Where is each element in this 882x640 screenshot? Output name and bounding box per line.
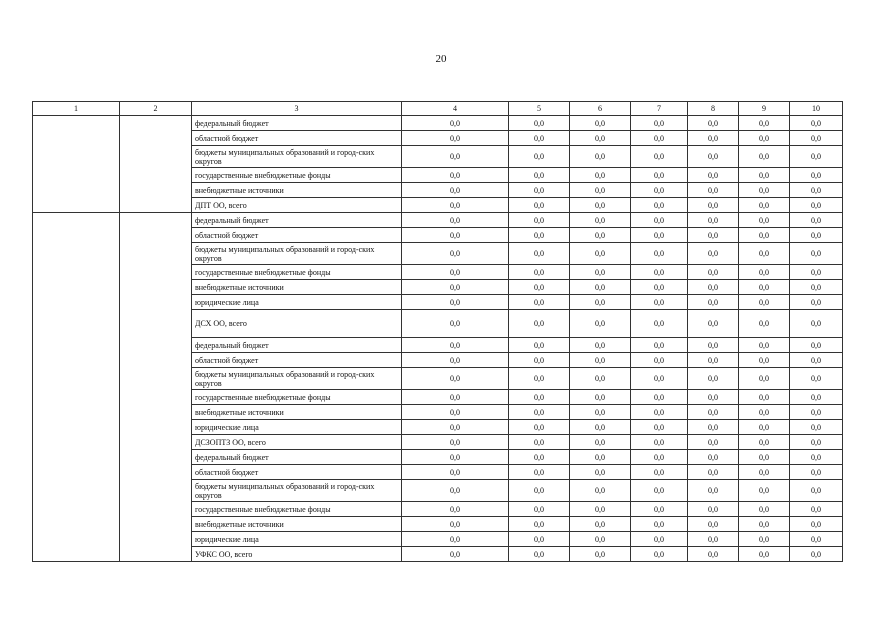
value-cell: 0,0 — [739, 368, 790, 390]
page-number: 20 — [435, 53, 447, 65]
value-cell: 0,0 — [570, 502, 631, 517]
value-cell: 0,0 — [570, 368, 631, 390]
table-row — [33, 213, 843, 228]
value-cell: 0,0 — [402, 146, 509, 168]
row-label: федеральный бюджет — [192, 116, 402, 131]
value-cell: 0,0 — [790, 168, 843, 183]
column-header-10: 10 — [790, 102, 843, 116]
value-cell: 0,0 — [631, 390, 688, 405]
value-cell: 0,0 — [402, 480, 509, 502]
value-cell: 0,0 — [570, 532, 631, 547]
value-cell: 0,0 — [509, 295, 570, 310]
row-label: ДСХ ОО, всего — [192, 310, 402, 338]
value-cell: 0,0 — [570, 310, 631, 338]
column-header-5: 5 — [509, 102, 570, 116]
value-cell: 0,0 — [509, 183, 570, 198]
row-label: бюджеты муниципальных образований и город-ских округов — [192, 146, 402, 168]
value-cell: 0,0 — [790, 131, 843, 146]
column-header-9: 9 — [739, 102, 790, 116]
value-cell: 0,0 — [790, 295, 843, 310]
value-cell: 0,0 — [631, 168, 688, 183]
value-cell: 0,0 — [790, 502, 843, 517]
value-cell: 0,0 — [570, 517, 631, 532]
value-cell: 0,0 — [402, 450, 509, 465]
value-cell: 0,0 — [570, 295, 631, 310]
row-label: бюджеты муниципальных образований и город-ских округов — [192, 480, 402, 502]
value-cell: 0,0 — [631, 265, 688, 280]
row-label: УФКС ОО, всего — [192, 547, 402, 562]
value-cell: 0,0 — [688, 368, 739, 390]
value-cell: 0,0 — [790, 547, 843, 562]
row-label: государственные внебюджетные фонды — [192, 390, 402, 405]
value-cell: 0,0 — [739, 265, 790, 280]
value-cell: 0,0 — [739, 310, 790, 338]
value-cell: 0,0 — [631, 146, 688, 168]
value-cell: 0,0 — [631, 183, 688, 198]
value-cell: 0,0 — [688, 480, 739, 502]
value-cell: 0,0 — [402, 295, 509, 310]
value-cell: 0,0 — [790, 532, 843, 547]
value-cell: 0,0 — [739, 390, 790, 405]
value-cell: 0,0 — [570, 146, 631, 168]
value-cell: 0,0 — [402, 280, 509, 295]
value-cell: 0,0 — [790, 116, 843, 131]
value-cell: 0,0 — [739, 502, 790, 517]
value-cell: 0,0 — [570, 198, 631, 213]
value-cell: 0,0 — [631, 465, 688, 480]
value-cell: 0,0 — [739, 243, 790, 265]
row-label: федеральный бюджет — [192, 450, 402, 465]
value-cell: 0,0 — [631, 116, 688, 131]
value-cell: 0,0 — [739, 295, 790, 310]
value-cell: 0,0 — [631, 310, 688, 338]
value-cell: 0,0 — [739, 465, 790, 480]
value-cell: 0,0 — [570, 480, 631, 502]
row-label: государственные внебюджетные фонды — [192, 502, 402, 517]
value-cell: 0,0 — [790, 198, 843, 213]
value-cell: 0,0 — [402, 405, 509, 420]
value-cell: 0,0 — [790, 228, 843, 243]
value-cell: 0,0 — [631, 338, 688, 353]
value-cell: 0,0 — [509, 213, 570, 228]
value-cell: 0,0 — [402, 228, 509, 243]
value-cell: 0,0 — [688, 435, 739, 450]
value-cell: 0,0 — [570, 465, 631, 480]
value-cell: 0,0 — [402, 131, 509, 146]
value-cell: 0,0 — [739, 547, 790, 562]
value-cell: 0,0 — [739, 280, 790, 295]
value-cell: 0,0 — [402, 368, 509, 390]
value-cell: 0,0 — [790, 517, 843, 532]
value-cell: 0,0 — [790, 338, 843, 353]
row-label: областной бюджет — [192, 228, 402, 243]
value-cell: 0,0 — [631, 517, 688, 532]
value-cell: 0,0 — [790, 480, 843, 502]
value-cell: 0,0 — [402, 198, 509, 213]
row-label: федеральный бюджет — [192, 338, 402, 353]
value-cell: 0,0 — [631, 547, 688, 562]
value-cell: 0,0 — [688, 168, 739, 183]
value-cell: 0,0 — [631, 420, 688, 435]
value-cell: 0,0 — [631, 198, 688, 213]
column-header-7: 7 — [631, 102, 688, 116]
value-cell: 0,0 — [631, 228, 688, 243]
value-cell: 0,0 — [570, 116, 631, 131]
value-cell: 0,0 — [739, 213, 790, 228]
value-cell: 0,0 — [631, 532, 688, 547]
value-cell: 0,0 — [509, 265, 570, 280]
row-label: государственные внебюджетные фонды — [192, 168, 402, 183]
column-header-6: 6 — [570, 102, 631, 116]
value-cell: 0,0 — [790, 465, 843, 480]
value-cell: 0,0 — [631, 353, 688, 368]
value-cell: 0,0 — [790, 183, 843, 198]
row-label: бюджеты муниципальных образований и город-ских округов — [192, 368, 402, 390]
value-cell: 0,0 — [688, 532, 739, 547]
value-cell: 0,0 — [509, 450, 570, 465]
value-cell: 0,0 — [631, 243, 688, 265]
value-cell: 0,0 — [402, 168, 509, 183]
value-cell: 0,0 — [570, 243, 631, 265]
value-cell: 0,0 — [402, 502, 509, 517]
value-cell: 0,0 — [688, 131, 739, 146]
value-cell: 0,0 — [790, 368, 843, 390]
value-cell: 0,0 — [402, 116, 509, 131]
value-cell: 0,0 — [402, 435, 509, 450]
value-cell: 0,0 — [509, 465, 570, 480]
value-cell: 0,0 — [688, 450, 739, 465]
value-cell: 0,0 — [402, 532, 509, 547]
value-cell: 0,0 — [402, 338, 509, 353]
value-cell: 0,0 — [631, 213, 688, 228]
value-cell: 0,0 — [688, 405, 739, 420]
value-cell: 0,0 — [509, 243, 570, 265]
value-cell: 0,0 — [570, 265, 631, 280]
value-cell: 0,0 — [739, 353, 790, 368]
row-label: федеральный бюджет — [192, 213, 402, 228]
column-header-8: 8 — [688, 102, 739, 116]
value-cell: 0,0 — [688, 198, 739, 213]
value-cell: 0,0 — [688, 295, 739, 310]
row-label: юридические лица — [192, 295, 402, 310]
value-cell: 0,0 — [631, 280, 688, 295]
value-cell: 0,0 — [688, 547, 739, 562]
value-cell: 0,0 — [688, 213, 739, 228]
value-cell: 0,0 — [570, 131, 631, 146]
value-cell: 0,0 — [509, 198, 570, 213]
value-cell: 0,0 — [402, 420, 509, 435]
value-cell: 0,0 — [631, 480, 688, 502]
value-cell: 0,0 — [739, 228, 790, 243]
value-cell: 0,0 — [739, 168, 790, 183]
value-cell: 0,0 — [402, 353, 509, 368]
value-cell: 0,0 — [570, 450, 631, 465]
value-cell: 0,0 — [739, 146, 790, 168]
column-header-2: 2 — [120, 102, 192, 116]
value-cell: 0,0 — [790, 450, 843, 465]
value-cell: 0,0 — [688, 280, 739, 295]
value-cell: 0,0 — [402, 465, 509, 480]
value-cell: 0,0 — [739, 450, 790, 465]
value-cell: 0,0 — [509, 146, 570, 168]
budget-table — [32, 101, 843, 562]
row-label: внебюджетные источники — [192, 517, 402, 532]
row-label: ДСЗОПТЗ ОО, всего — [192, 435, 402, 450]
column-header-4: 4 — [402, 102, 509, 116]
value-cell: 0,0 — [509, 280, 570, 295]
row-label: областной бюджет — [192, 131, 402, 146]
value-cell: 0,0 — [739, 338, 790, 353]
group-cell-col1 — [33, 116, 120, 213]
value-cell: 0,0 — [688, 116, 739, 131]
value-cell: 0,0 — [739, 532, 790, 547]
value-cell: 0,0 — [402, 517, 509, 532]
value-cell: 0,0 — [688, 465, 739, 480]
value-cell: 0,0 — [570, 228, 631, 243]
value-cell: 0,0 — [570, 547, 631, 562]
value-cell: 0,0 — [570, 353, 631, 368]
value-cell: 0,0 — [739, 435, 790, 450]
value-cell: 0,0 — [509, 368, 570, 390]
group-cell-col2 — [120, 213, 192, 562]
value-cell: 0,0 — [509, 116, 570, 131]
group-cell-col2 — [120, 116, 192, 213]
value-cell: 0,0 — [688, 420, 739, 435]
value-cell: 0,0 — [739, 517, 790, 532]
value-cell: 0,0 — [688, 353, 739, 368]
row-label: внебюджетные источники — [192, 405, 402, 420]
value-cell: 0,0 — [631, 131, 688, 146]
value-cell: 0,0 — [631, 502, 688, 517]
row-label: государственные внебюджетные фонды — [192, 265, 402, 280]
value-cell: 0,0 — [739, 480, 790, 502]
value-cell: 0,0 — [739, 405, 790, 420]
value-cell: 0,0 — [570, 420, 631, 435]
value-cell: 0,0 — [509, 502, 570, 517]
value-cell: 0,0 — [631, 368, 688, 390]
value-cell: 0,0 — [790, 146, 843, 168]
value-cell: 0,0 — [402, 390, 509, 405]
row-label: ДПТ ОО, всего — [192, 198, 402, 213]
value-cell: 0,0 — [688, 183, 739, 198]
value-cell: 0,0 — [402, 243, 509, 265]
value-cell: 0,0 — [509, 435, 570, 450]
value-cell: 0,0 — [509, 338, 570, 353]
value-cell: 0,0 — [402, 265, 509, 280]
value-cell: 0,0 — [570, 338, 631, 353]
value-cell: 0,0 — [688, 146, 739, 168]
value-cell: 0,0 — [509, 517, 570, 532]
value-cell: 0,0 — [739, 420, 790, 435]
value-cell: 0,0 — [509, 420, 570, 435]
value-cell: 0,0 — [631, 450, 688, 465]
value-cell: 0,0 — [570, 435, 631, 450]
value-cell: 0,0 — [509, 532, 570, 547]
value-cell: 0,0 — [402, 310, 509, 338]
value-cell: 0,0 — [688, 338, 739, 353]
value-cell: 0,0 — [509, 228, 570, 243]
value-cell: 0,0 — [402, 213, 509, 228]
value-cell: 0,0 — [790, 420, 843, 435]
value-cell: 0,0 — [631, 405, 688, 420]
header-row — [33, 102, 843, 116]
value-cell: 0,0 — [509, 310, 570, 338]
row-label: юридические лица — [192, 420, 402, 435]
value-cell: 0,0 — [509, 353, 570, 368]
value-cell: 0,0 — [509, 168, 570, 183]
value-cell: 0,0 — [790, 390, 843, 405]
value-cell: 0,0 — [688, 265, 739, 280]
value-cell: 0,0 — [402, 183, 509, 198]
column-header-3: 3 — [192, 102, 402, 116]
value-cell: 0,0 — [570, 183, 631, 198]
value-cell: 0,0 — [739, 198, 790, 213]
value-cell: 0,0 — [509, 131, 570, 146]
value-cell: 0,0 — [631, 435, 688, 450]
value-cell: 0,0 — [402, 547, 509, 562]
value-cell: 0,0 — [509, 405, 570, 420]
value-cell: 0,0 — [790, 213, 843, 228]
value-cell: 0,0 — [688, 502, 739, 517]
row-label: внебюджетные источники — [192, 183, 402, 198]
value-cell: 0,0 — [790, 310, 843, 338]
value-cell: 0,0 — [790, 265, 843, 280]
column-header-1: 1 — [33, 102, 120, 116]
row-label: областной бюджет — [192, 353, 402, 368]
value-cell: 0,0 — [570, 390, 631, 405]
value-cell: 0,0 — [688, 228, 739, 243]
table-row — [33, 116, 843, 131]
value-cell: 0,0 — [790, 353, 843, 368]
value-cell: 0,0 — [509, 547, 570, 562]
value-cell: 0,0 — [570, 280, 631, 295]
value-cell: 0,0 — [570, 405, 631, 420]
row-label: бюджеты муниципальных образований и город-ских округов — [192, 243, 402, 265]
value-cell: 0,0 — [739, 183, 790, 198]
row-label: юридические лица — [192, 532, 402, 547]
value-cell: 0,0 — [688, 310, 739, 338]
value-cell: 0,0 — [790, 405, 843, 420]
value-cell: 0,0 — [739, 116, 790, 131]
row-label: внебюджетные источники — [192, 280, 402, 295]
value-cell: 0,0 — [688, 243, 739, 265]
value-cell: 0,0 — [570, 168, 631, 183]
row-label: областной бюджет — [192, 465, 402, 480]
table-body — [33, 102, 843, 562]
value-cell: 0,0 — [688, 517, 739, 532]
value-cell: 0,0 — [570, 213, 631, 228]
group-cell-col1 — [33, 213, 120, 562]
value-cell: 0,0 — [739, 131, 790, 146]
value-cell: 0,0 — [631, 295, 688, 310]
value-cell: 0,0 — [790, 435, 843, 450]
value-cell: 0,0 — [790, 280, 843, 295]
value-cell: 0,0 — [688, 390, 739, 405]
value-cell: 0,0 — [509, 480, 570, 502]
value-cell: 0,0 — [790, 243, 843, 265]
value-cell: 0,0 — [509, 390, 570, 405]
